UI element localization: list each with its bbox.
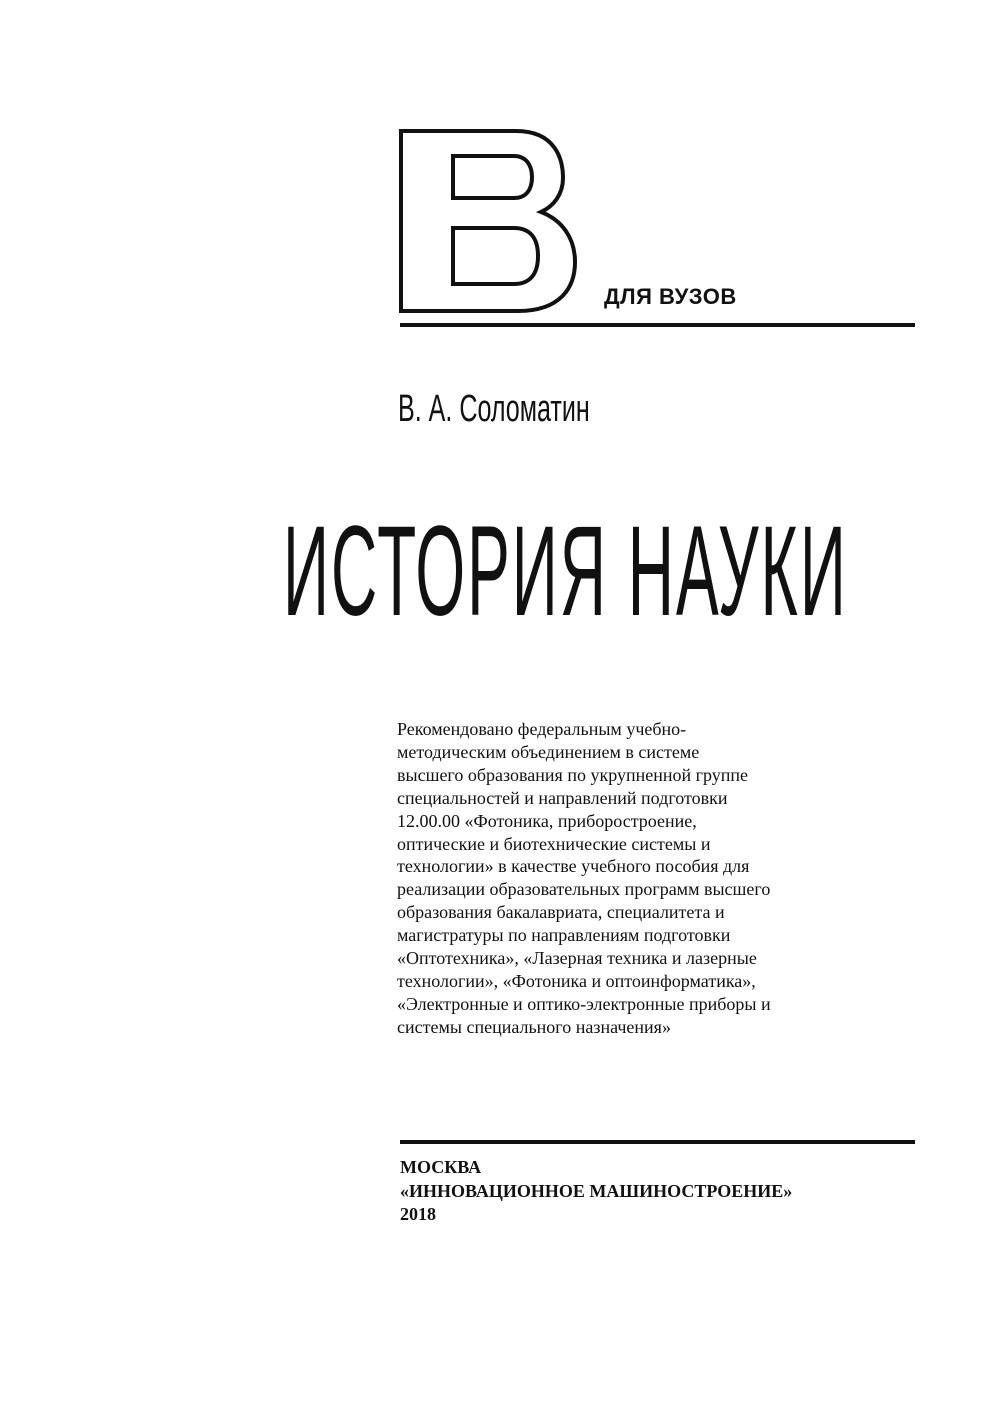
recommendation-line: образования бакалавриата, специалитета и: [397, 902, 725, 923]
recommendation-line: методическим объединением в системе: [397, 741, 700, 762]
letter-v-outline-logo: [398, 128, 578, 314]
author-name: В. А. Соломатин: [398, 388, 590, 430]
recommendation-line: специальностей и направлений подготовки: [397, 787, 728, 808]
recommendation-line: высшего образования по укрупненной группе: [397, 764, 749, 785]
imprint-year: 2018: [400, 1204, 436, 1224]
recommendation-line: Рекомендовано федеральным учебно-: [397, 719, 687, 739]
recommendation-line: «Оптотехника», «Лазерная техника и лазерные: [397, 948, 757, 969]
recommendation-text: [397, 718, 837, 1039]
recommendation-line: магистратуры по направлениям подготовки: [397, 925, 731, 946]
recommendation-line: оптические и биотехнические системы и: [397, 833, 711, 854]
recommendation-line: системы специального назначения»: [397, 1016, 671, 1037]
recommendation-line: технологии» в качестве учебного пособия для: [397, 856, 750, 877]
book-title: ИСТОРИЯ НАУКИ: [283, 500, 848, 643]
imprint-city: МОСКВА: [400, 1157, 482, 1177]
recommendation-line: «Электронные и оптико-электронные приборы и: [397, 993, 771, 1014]
publisher-imprint: [400, 1156, 792, 1227]
bottom-divider: [400, 1140, 915, 1144]
recommendation-line: технологии», «Фотоника и оптоинформатика»,: [397, 970, 756, 991]
recommendation-line: реализации образовательных программ высшего: [397, 879, 771, 900]
recommendation-line: 12.00.00 «Фотоника, приборостроение,: [397, 810, 697, 831]
series-label: ДЛЯ ВУЗОВ: [604, 284, 737, 309]
top-divider: [400, 323, 915, 327]
imprint-publisher: «ИННОВАЦИОННОЕ МАШИНОСТРОЕНИЕ»: [400, 1180, 793, 1201]
